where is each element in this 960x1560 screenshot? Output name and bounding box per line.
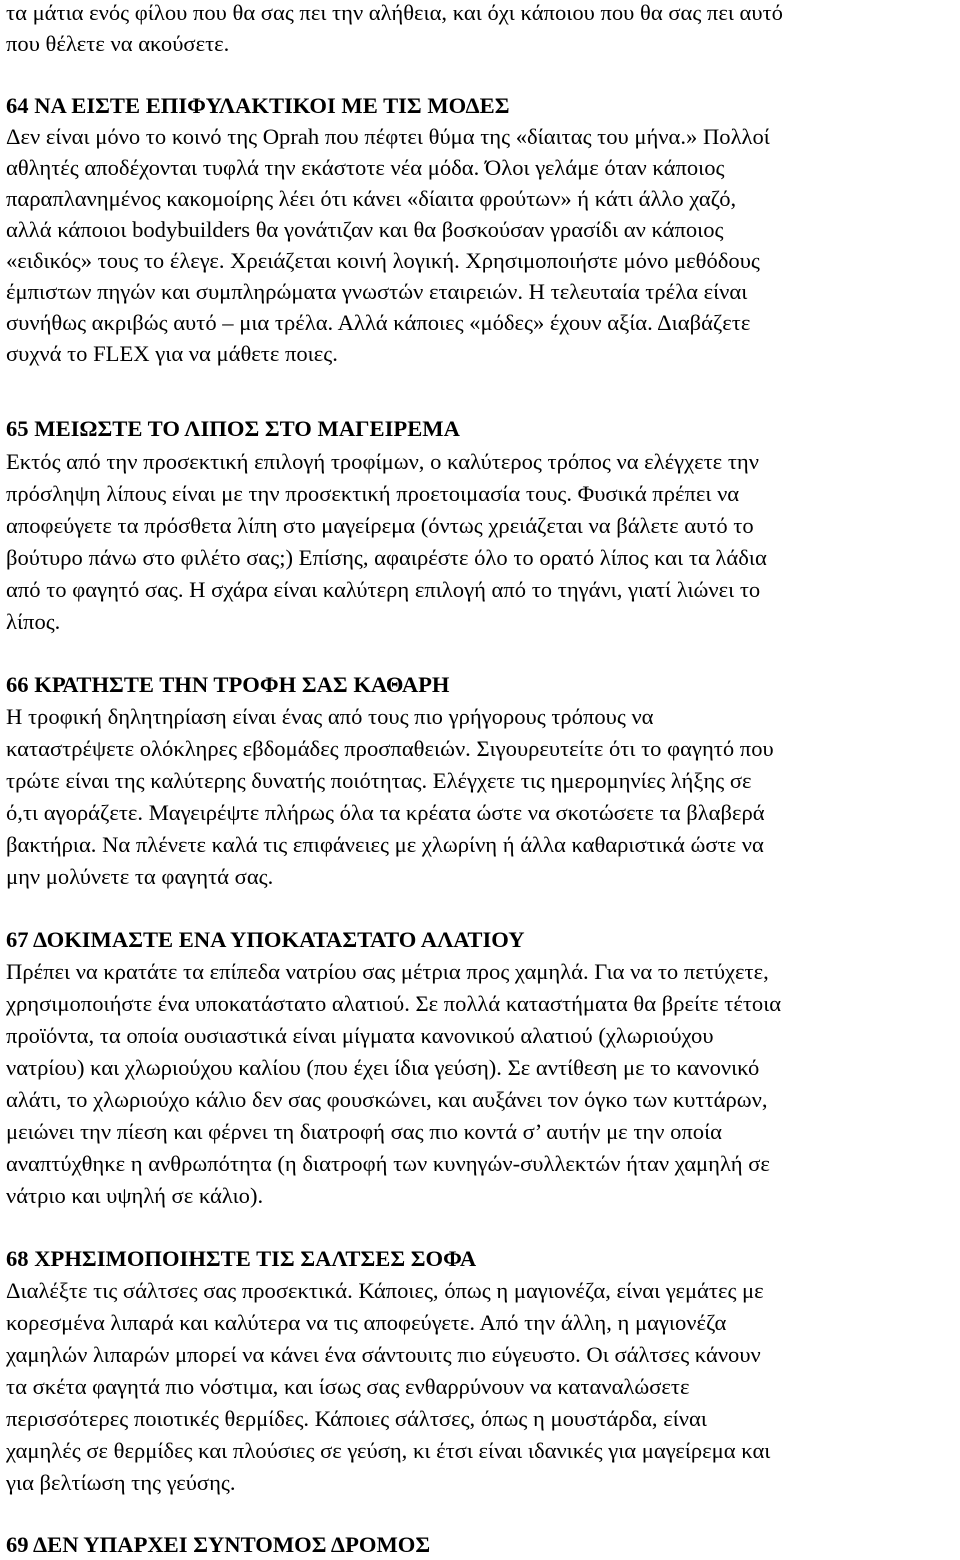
body-text-line: Εκτός από την προσεκτική επιλογή τροφίμων, ο καλύτερος τρόπος να ελέγχετε την (6, 449, 759, 474)
body-text-line: χρησιμοποιήστε ένα υποκατάστατο αλατιού. Σε πολλά καταστήματα θα βρείτε τέτοια (6, 991, 782, 1016)
body-text-line: χαμηλών λιπαρών μπορεί να κάνει ένα σάντουιτς πιο εύγευστο. Οι σάλτσες κάνουν (6, 1342, 761, 1367)
body-text-line: τα μάτια ενός φίλου που θα σας πει την αλήθεια, και όχι κάποιου που θα σας πει αυτό (6, 0, 783, 25)
body-text-line: βούτυρο πάνω στο φιλέτο σας;) Επίσης, αφαιρέστε όλο το ορατό λίπος και τα λάδια (6, 545, 767, 570)
body-text-line: νάτριο και υψηλή σε κάλιο). (6, 1183, 264, 1208)
body-text-line: μην μολύνετε τα φαγητά σας. (6, 864, 274, 889)
body-text-line: Διαλέξτε τις σάλτσες σας προσεκτικά. Κάποιες, όπως η μαγιονέζα, είναι γεμάτες με (6, 1278, 764, 1303)
section-heading: 67 ΔΟΚΙΜΑΣΤΕ ΕΝΑ ΥΠΟΚΑΤΑΣΤΑΤΟ ΑΛΑΤΙΟΥ (6, 927, 525, 952)
body-text-line: Πρέπει να κρατάτε τα επίπεδα νατρίου σας μέτρια προς χαμηλά. Για να το πετύχετε, (6, 959, 769, 984)
section-heading: 68 ΧΡΗΣΙΜΟΠΟΙΗΣΤΕ ΤΙΣ ΣΑΛΤΣΕΣ ΣΟΦΑ (6, 1246, 477, 1271)
section-heading: 66 ΚΡΑΤΗΣΤΕ ΤΗΝ ΤΡΟΦΗ ΣΑΣ ΚΑΘΑΡΗ (6, 672, 450, 697)
body-text-line: προϊόντα, τα οποία ουσιαστικά είναι μίγματα κανονικού αλατιού (χλωριούχου (6, 1023, 714, 1048)
body-text-line: περισσότερες ποιοτικές θερμίδες. Κάποιες σάλτσες, όπως η μουστάρδα, είναι (6, 1406, 707, 1431)
body-text-line: καταστρέψετε ολόκληρες εβδομάδες προσπαθειών. Σιγουρευτείτε ότι το φαγητό που (6, 736, 774, 761)
body-text-line: Δεν είναι μόνο το κοινό της Oprah που πέφτει θύμα της «δίαιτας του μήνα.» Πολλοί (6, 124, 770, 149)
section-heading: 64 ΝΑ ΕΙΣΤΕ ΕΠΙΦΥΛΑΚΤΙΚΟΙ ΜΕ ΤΙΣ ΜΟΔΕΣ (6, 93, 510, 118)
body-text-line: κορεσμένα λιπαρά και καλύτερα να τις αποφεύγετε. Από την άλλη, η μαγιονέζα (6, 1310, 727, 1335)
body-text-line: βακτήρια. Να πλένετε καλά τις επιφάνειες με χλωρίνη ή άλλα καθαριστικά ώστε να (6, 832, 764, 857)
body-text-line: «ειδικός» τους το έλεγε. Χρειάζεται κοινή λογική. Χρησιμοποιήστε μόνο μεθόδους (6, 248, 760, 273)
body-text-line: που θέλετε να ακούσετε. (6, 31, 230, 56)
body-text-line: ό,τι αγοράζετε. Μαγειρέψτε πλήρως όλα τα κρέατα ώστε να σκοτώσετε τα βλαβερά (6, 800, 765, 825)
body-text-line: συνήθως ακριβώς αυτό – μια τρέλα. Αλλά κάποιες «μόδες» έχουν αξία. Διαβάζετε (6, 310, 751, 335)
body-text-line: πρόσληψη λίπους είναι με την προσεκτική προετοιμασία τους. Φυσικά πρέπει να (6, 481, 740, 506)
body-text-line: νατρίου) και χλωριούχου καλίου (που έχει ίδια γεύση). Σε αντίθεση με το κανονικό (6, 1055, 760, 1080)
body-text-line: αναπτύχθηκε η ανθρωπότητα (η διατροφή των κυνηγών-συλλεκτών ήταν χαμηλή σε (6, 1151, 770, 1176)
body-text-line: αθλητές αποδέχονται τυφλά την εκάστοτε νέα μόδα. Όλοι γελάμε όταν κάποιος (6, 155, 725, 180)
body-text-line: αλάτι, το χλωριούχο κάλιο δεν σας φουσκώνει, και αυξάνει τον όγκο των κυττάρων, (6, 1087, 768, 1112)
body-text-line: έμπιστων πηγών και συμπληρώματα γνωστών εταιρειών. Η τελευταία τρέλα είναι (6, 279, 748, 304)
body-text-line: παραπλανημένος κακομοίρης λέει ότι κάνει «δίαιτα φρούτων» ή κάτι άλλο χαζό, (6, 186, 737, 211)
body-text-line: συχνά το FLEX για να μάθετε ποιες. (6, 341, 338, 366)
body-text-line: λίπος. (6, 609, 61, 634)
body-text-line: αλλά κάποιοι bodybuilders θα γονάτιζαν και θα βοσκούσαν γρασίδι αν κάποιος (6, 217, 724, 242)
body-text-line: από το φαγητό σας. Η σχάρα είναι καλύτερη επιλογή από το τηγάνι, γιατί λιώνει το (6, 577, 761, 602)
body-text-line: τα σκέτα φαγητά πιο νόστιμα, και ίσως σας ενθαρρύνουν να καταναλώσετε (6, 1374, 690, 1399)
body-text-line: αποφεύγετε τα πρόσθετα λίπη στο μαγείρεμα (όντως χρειάζεται να βάλετε αυτό το (6, 513, 754, 538)
body-text-line: μειώνει την πίεση και φέρνει τη διατροφή σας πιο κοντά σ’ αυτήν με την οποία (6, 1119, 722, 1144)
body-text-line: Η τροφική δηλητηρίαση είναι ένας από τους πιο γρήγορους τρόπους να (6, 704, 654, 729)
section-heading: 65 ΜΕΙΩΣΤΕ ΤΟ ΛΙΠΟΣ ΣΤΟ ΜΑΓΕΙΡΕΜΑ (6, 416, 460, 441)
body-text-line: για βελτίωση της γεύσης. (6, 1470, 236, 1495)
body-text-line: χαμηλές σε θερμίδες και πλούσιες σε γεύση, κι έτσι είναι ιδανικές για μαγείρεμα και (6, 1438, 771, 1463)
body-text-line: τρώτε είναι της καλύτερης δυνατής ποιότητας. Ελέγχετε τις ημερομηνίες λήξης σε (6, 768, 752, 793)
section-heading: 69 ΔΕΝ ΥΠΑΡΧΕΙ ΣΥΝΤΟΜΟΣ ΔΡΟΜΟΣ (6, 1532, 431, 1557)
